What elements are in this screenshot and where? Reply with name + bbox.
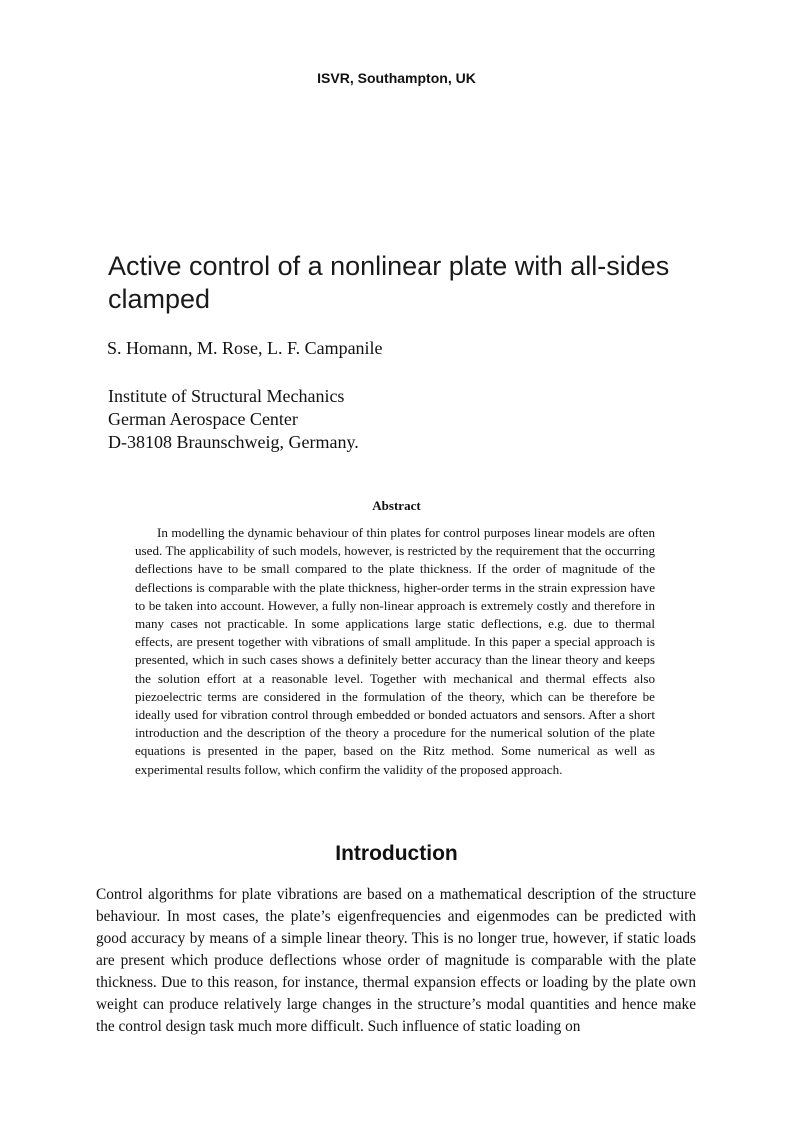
paper-title: Active control of a nonlinear plate with all-sides clamped: [108, 251, 670, 314]
affiliation-block: [108, 385, 359, 454]
author-list: S. Homann, M. Rose, L. F. Campanile: [107, 338, 383, 358]
abstract-heading: Abstract: [372, 498, 421, 513]
affiliation-institute: Institute of Structural Mechanics: [108, 386, 345, 406]
introduction-heading: Introduction: [335, 842, 458, 865]
running-header: ISVR, Southampton, UK: [317, 70, 476, 86]
affiliation-address: D-38108 Braunschweig, Germany.: [108, 432, 359, 452]
introduction-text: Control algorithms for plate vibrations are based on a mathematical description of the structure behaviour. In most cases, the plate’s eigenfrequencies and eigenmodes can be predicted with good accuracy by means of a simple linear theory. This is no longer true, however, if static loads are present which produce deflections whose order of magnitude is comparable with the plate thickness. Due to this reason, for instance, thermal expansion effects or loading by the plate own weight can produce relatively large changes in the structure’s modal quantities and hence make the control design task much more difficult. Such influence of static loading on: [96, 886, 696, 1035]
abstract-text: In modelling the dynamic behaviour of thin plates for control purposes linear models are often used. The applicability of such models, however, is restricted by the requirement that the occurring deflections have to be small compared to the plate thickness. If the order of magnitude of the deflections is comparable with the plate thickness, higher-order terms in the strain expression have to be taken into account. However, a fully non-linear approach is extremely costly and therefore in many cases not practicable. In some applications large static deflections, e.g. due to thermal effects, are present together with vibrations of small amplitude. In this paper a special approach is presented, which in such cases shows a definitely better accuracy than the linear theory and keeps the solution effort at a reasonable level. Together with mechanical and thermal effects also piezoelectric terms are considered in the formulation of the theory, which can be therefore be ideally used for vibration control through embedded or bonded actuators and sensors. After a short introduction and the description of the theory a procedure for the numerical solution of the plate equations is presented in the paper, based on the Ritz method. Some numerical as well as experimental results follow, which confirm the validity of the proposed approach.: [135, 525, 655, 777]
affiliation-organization: German Aerospace Center: [108, 409, 298, 429]
